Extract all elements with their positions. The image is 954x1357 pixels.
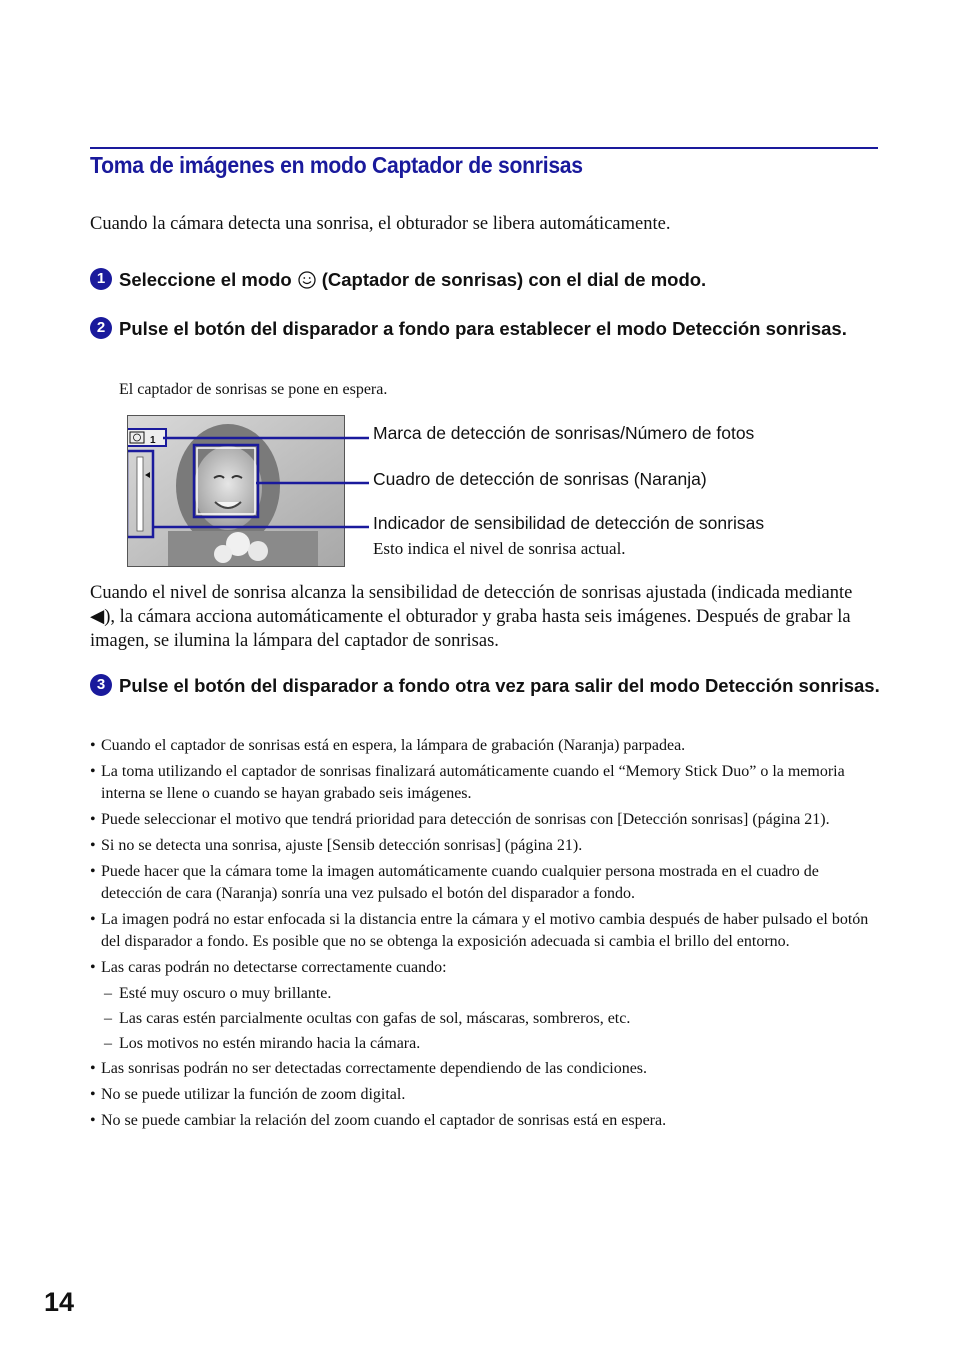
note-item: • Si no se detecta una sonrisa, ajuste [Sensib detección sonrisas] (página 21). [90,835,880,857]
step-2 [90,315,889,342]
page-title: Toma de imágenes en modo Captador de sonrisas [90,152,583,178]
note-item: • No se puede cambiar la relación del zoom cuando el captador de sonrisas está en espera. [90,1110,880,1132]
note-item: • Las sonrisas podrán no ser detectadas correctamente dependiendo de las condiciones. [90,1058,880,1080]
smiling-face-photo [128,416,344,566]
note-item: • No se puede utilizar la función de zoom digital. [90,1084,880,1106]
step-number-3: 3 [90,674,112,696]
step-2-note: El captador de sonrisas se pone en espera. [119,381,388,398]
note-item: • Puede seleccionar el motivo que tendrá prioridad para detección de sonrisas con [Detección sonrisas] (página 21). [90,809,880,831]
notes-list [90,735,880,1136]
title-rule [90,147,878,149]
step-2-text: Pulse el botón del disparador a fondo para establecer el modo Detección sonrisas. [119,318,847,339]
note-item: • La toma utilizando el captador de sonrisas finalizará automáticamente cuando el “Memory Stick Duo” o la memoria interna se llene o cuando se hayan grabado seis imágenes. [90,761,880,805]
smile-icon [298,271,316,289]
smile-shot-count: 1 [150,435,156,446]
step-1 [90,266,889,293]
callout-smile-mark: Marca de detección de sonrisas/Número de fotos [373,423,755,443]
step-1-text-after: (Captador de sonrisas) con el dial de modo. [321,269,707,290]
step-number-2: 2 [90,317,112,339]
page-number: 14 [44,1287,75,1317]
intro-text: Cuando la cámara detecta una sonrisa, el obturador se libera automáticamente. [90,214,671,234]
step-1-text-before: Seleccione el modo [119,269,292,290]
note-item: • Cuando el captador de sonrisas está en espera, la lámpara de grabación (Naranja) parpadea. [90,735,880,757]
body-paragraph: Cuando el nivel de sonrisa alcanza la sensibilidad de detección de sonrisas ajustada (indicada mediante ◀), la cámara acciona automáticamente el obturador y graba hasta seis imágenes. Después de grabar la imagen, se ilumina la lámpara del captador de sonrisas. [90,583,853,651]
sub-note-item: – Esté muy oscuro o muy brillante. [90,983,880,1005]
callout-sensitivity-indicator: Indicador de sensibilidad de detección de sonrisas [373,513,765,533]
step-3 [90,672,889,699]
note-item: • Las caras podrán no detectarse correctamente cuando: [90,957,880,979]
sub-note-item: – Los motivos no estén mirando hacia la cámara. [90,1033,880,1055]
callout-detection-frame: Cuadro de detección de sonrisas (Naranja) [373,469,707,489]
callout-sensitivity-note: Esto indica el nivel de sonrisa actual. [373,539,626,558]
note-item: • La imagen podrá no estar enfocada si la distancia entre la cámara y el motivo cambia después de haber pulsado el botón del disparador a fondo. Es posible que no se obtenga la exposición adecuada si cambia el brillo del entorno. [90,909,880,953]
step-3-text: Pulse el botón del disparador a fondo otra vez para salir del modo Detección sonrisas. [119,675,880,696]
sub-note-item: – Las caras estén parcialmente ocultas con gafas de sol, máscaras, sombreros, etc. [90,1008,880,1030]
note-item: • Puede hacer que la cámara tome la imagen automáticamente cuando cualquier persona mostrada en el cuadro de detección de cara (Naranja) sonría una vez pulsado el botón del disparador a fondo. [90,861,880,905]
camera-screen-image [127,415,345,567]
step-number-1: 1 [90,268,112,290]
